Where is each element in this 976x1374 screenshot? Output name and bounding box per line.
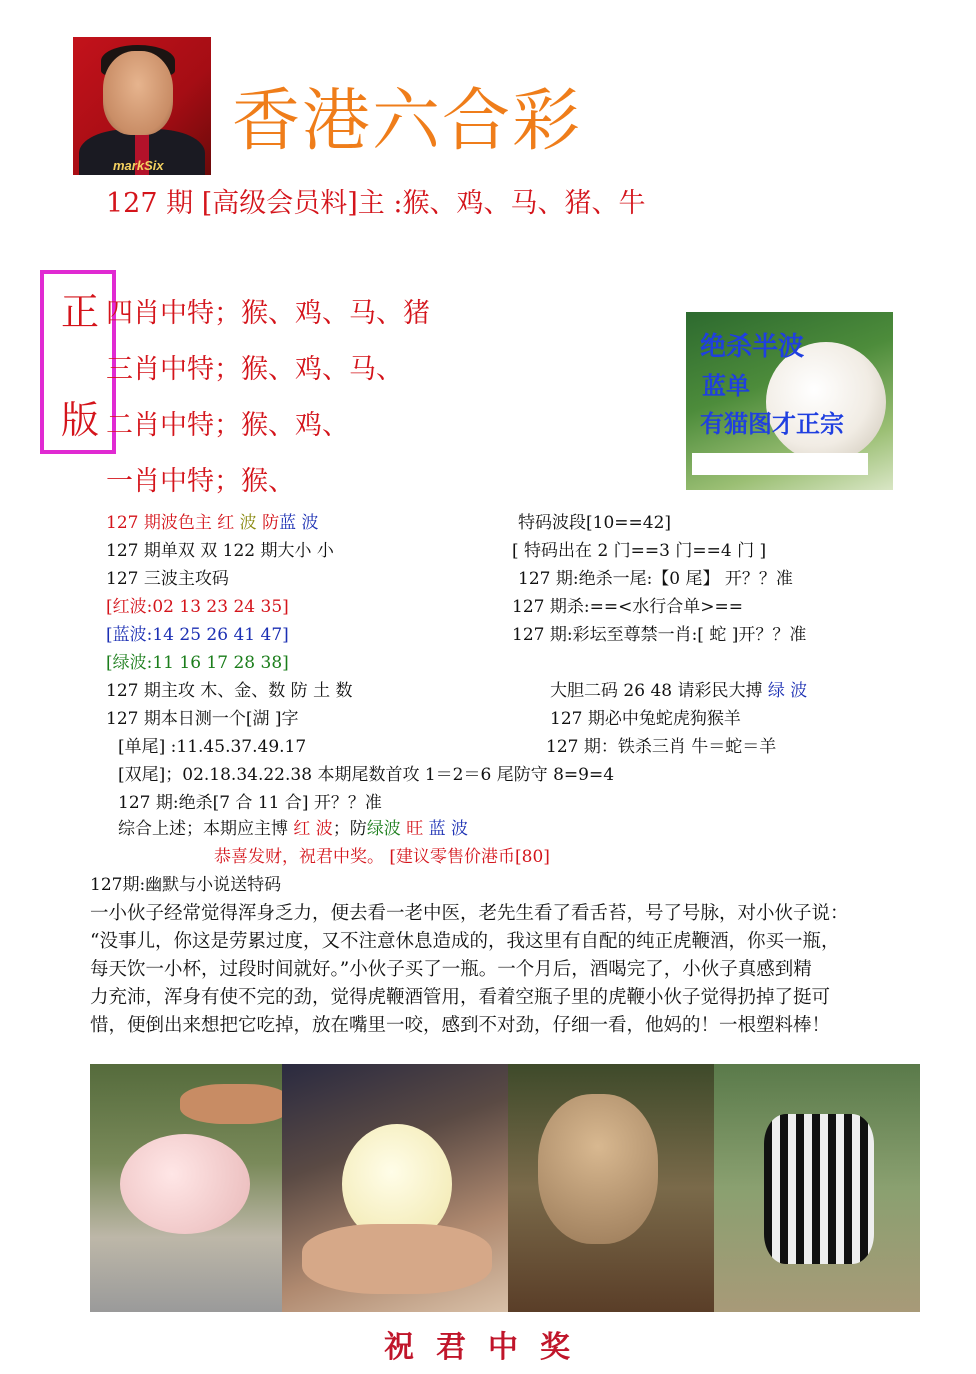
host-photo bbox=[73, 37, 211, 175]
three-xiao-line: 三肖中特；猴、鸡、马、 bbox=[106, 354, 403, 385]
odd-even-line: 127 期单双 双 122 期大小 小 bbox=[106, 541, 334, 561]
story-line: 力充沛，浑身有使不完的劲，觉得虎鞭酒管用，看着空瓶子里的虎鞭小伙子觉得扔掉了挺可 bbox=[90, 987, 831, 1008]
double-tail-line: [双尾]；02.18.34.22.38 本期尾数首攻 1＝2＝6 尾防守 8=9=4 bbox=[118, 765, 615, 785]
pig-photo bbox=[90, 1064, 282, 1312]
authentic-char-1: 正 bbox=[60, 290, 99, 334]
blue-wave-numbers: [蓝波:14 25 26 41 47] bbox=[106, 625, 289, 645]
monkey-photo bbox=[508, 1064, 714, 1312]
special-door-line: [ 特码出在 2 门==3 门==4 门 ] bbox=[512, 541, 767, 561]
cat-text-3: 有猫图才正宗 bbox=[700, 410, 844, 438]
white-bar bbox=[692, 453, 868, 475]
kill-tail-line: 127 期:绝杀一尾:【0 尾】 开？？准 bbox=[518, 569, 793, 589]
story-heading: 127期:幽默与小说送特码 bbox=[90, 875, 282, 895]
summary-line: 综合上述；本期应主博 红 波；防绿波 旺 蓝 波 bbox=[118, 819, 469, 839]
footer-wish: 祝君中奖 bbox=[384, 1330, 592, 1365]
two-xiao-line: 二肖中特；猴、鸡、 bbox=[106, 410, 349, 441]
story-line: 惜，便倒出来想把它吃掉，放在嘴里一咬，感到不对劲，仔细一看，他妈的！一根塑料棒！ bbox=[90, 1015, 831, 1036]
red-wave-numbers: [红波:02 13 23 24 35] bbox=[106, 597, 289, 617]
forbidden-xiao-line: 127 期:彩坛至尊禁一肖:[ 蛇 ]开？？准 bbox=[512, 625, 807, 645]
green-wave-numbers: [绿波:11 16 17 28 38] bbox=[106, 653, 289, 673]
cat-text-1: 绝杀半波 bbox=[700, 332, 805, 362]
single-tail-line: [单尾] :11.45.37.49.17 bbox=[118, 737, 307, 757]
kill-water-line: 127 期杀:==<水行合单>== bbox=[512, 597, 744, 617]
cat-image bbox=[686, 312, 893, 490]
one-xiao-line: 一肖中特；猴、 bbox=[106, 466, 295, 497]
cat-text-2: 蓝单 bbox=[702, 372, 750, 400]
bold-two-codes-line: 大胆二码 26 48 请彩民大搏 绿 波 bbox=[550, 681, 808, 701]
story-line: 一小伙子经常觉得浑身乏力，便去看一老中医，老先生看了看舌苔，号了号脉，对小伙子说： bbox=[90, 903, 849, 924]
issue-line: 127 期 [高级会员料]主 :猴、鸡、马、猪、牛 bbox=[106, 188, 646, 219]
must-hit-line: 127 期必中兔蛇虎狗猴羊 bbox=[550, 709, 741, 729]
three-wave-title: 127 三波主攻码 bbox=[106, 569, 229, 589]
story-body bbox=[90, 900, 960, 1040]
story-line: 每天饮一小杯，过段时间就好。”小伙子买了一瓶。一个月后，酒喝完了，小伙子真感到精 bbox=[90, 959, 812, 980]
iron-kill-line: 127 期：铁杀三肖 牛＝蛇＝羊 bbox=[546, 737, 777, 757]
blessing-price-line: 恭喜发财，祝君中奖。 [建议零售价港币[80] bbox=[214, 847, 550, 867]
wave-color-line: 127 期波色主 红 波 防蓝 波 bbox=[106, 513, 319, 533]
page-title: 香港六合彩 bbox=[232, 82, 583, 161]
kill-combo-line: 127 期:绝杀[7 合 11 合] 开？？准 bbox=[118, 793, 382, 813]
photo-brand: markSix bbox=[113, 158, 164, 173]
main-attack-line: 127 期主攻 木、金、数 防 土 数 bbox=[106, 681, 353, 701]
authentic-char-2: 版 bbox=[60, 398, 99, 442]
special-range-line: 特码波段[10==42] bbox=[518, 513, 672, 533]
four-xiao-line: 四肖中特；猴、鸡、马、猪 bbox=[106, 298, 430, 329]
zebra-photo bbox=[714, 1064, 920, 1312]
story-line: “没事儿，你这是劳累过度，又不注意休息造成的，我这里有自配的纯正虎鞭酒，你买一瓶， bbox=[90, 931, 840, 952]
guess-char-line: 127 期本日测一个[湖 ]字 bbox=[106, 709, 299, 729]
chick-photo bbox=[282, 1064, 508, 1312]
